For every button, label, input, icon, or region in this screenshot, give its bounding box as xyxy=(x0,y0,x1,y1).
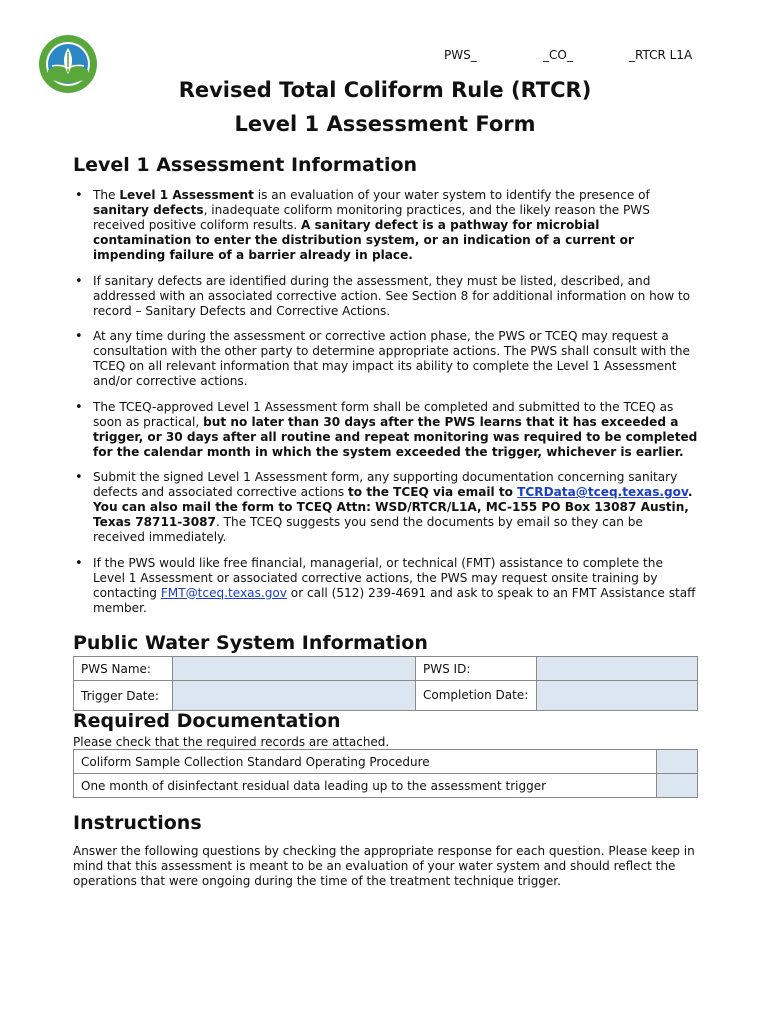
page-title: Revised Total Coliform Rule (RTCR) xyxy=(178,78,592,102)
pws-code: PWS_ xyxy=(444,48,477,62)
trigger-date-label: Trigger Date: xyxy=(74,681,173,711)
co-code: _CO_ xyxy=(543,48,573,62)
list-item: • Submit the signed Level 1 Assessment form, any supporting documentation concerning sanitary defects and associated corrective actions to the TCEQ via email to TCRData@tceq.texas.gov. You can also mail the form to TCEQ Attn: WSD/RTCR/L1A, MC-155 PO Box 13087 Austin, Texas 78711-3087. The TCEQ suggests you send the documents by email so they can be received immediately. xyxy=(73,470,698,545)
pws-info-table xyxy=(73,656,698,711)
rtcr-code: _RTCR L1A xyxy=(629,48,693,62)
required-doc-checkbox[interactable] xyxy=(657,750,698,774)
section-heading-instructions: Instructions xyxy=(73,812,202,834)
pws-id-field[interactable] xyxy=(537,657,698,681)
list-item: • If the PWS would like free financial, managerial, or technical (FMT) assistance to complete the Level 1 Assessment or associated corrective actions, the PWS may request onsite training by contacting FMT@tceq.texas.gov or call (512) 239-4691 and ask to speak to an FMT Assistance staff member. xyxy=(73,556,698,616)
required-docs-table xyxy=(73,749,698,798)
pws-name-field[interactable] xyxy=(173,657,416,681)
completion-date-label: Completion Date: xyxy=(416,681,537,711)
list-item: • If sanitary defects are identified during the assessment, they must be listed, described, and addressed with an associated corrective action. See Section 8 for additional information on how to record – Sanitary Defects and Corrective Actions. xyxy=(73,274,698,319)
tcrdata-email-link[interactable]: TCRData@tceq.texas.gov xyxy=(517,485,688,499)
section-heading-required-docs: Required Documentation xyxy=(73,710,341,732)
page-subtitle: Level 1 Assessment Form xyxy=(234,112,536,136)
required-doc-label: One month of disinfectant residual data leading up to the assessment trigger xyxy=(74,774,657,798)
list-item: • The TCEQ-approved Level 1 Assessment form shall be completed and submitted to the TCEQ as soon as practical, but no later than 30 days after the PWS learns that it has exceeded a trigger, or 30 days after all routine and repeat monitoring was required to be completed for the calendar month in which the system exceeded the trigger, whichever is earlier. xyxy=(73,400,698,460)
pws-name-label: PWS Name: xyxy=(74,657,173,681)
list-item: • The Level 1 Assessment is an evaluation of your water system to identify the presence of sanitary defects, inadequate coliform monitoring practices, and the likely reason the PWS received positive coliform results. A sanitary defect is a pathway for microbial contamination to enter the distribution system, or an indication of a current or impending failure of a barrier already in place. xyxy=(73,188,698,263)
required-docs-note: Please check that the required records are attached. xyxy=(73,735,390,749)
trigger-date-field[interactable] xyxy=(173,681,416,711)
pws-id-label: PWS ID: xyxy=(416,657,537,681)
completion-date-field[interactable] xyxy=(537,681,698,711)
section-heading-pws-info: Public Water System Information xyxy=(73,632,428,654)
list-item: • At any time during the assessment or corrective action phase, the PWS or TCEQ may request a consultation with the other party to determine appropriate actions. The PWS shall consult with the TCEQ on all relevant information that may impact its ability to complete the Level 1 Assessment and/or corrective actions. xyxy=(73,329,698,389)
assessment-info-list xyxy=(73,188,698,626)
fmt-email-link[interactable]: FMT@tceq.texas.gov xyxy=(160,585,287,600)
section-heading-assessment-info: Level 1 Assessment Information xyxy=(73,154,418,176)
required-doc-checkbox[interactable] xyxy=(657,774,698,798)
instructions-text: Answer the following questions by checking the appropriate response for each question. Please keep in mind that this assessment is meant to be an evaluation of your water system and should reflect the operations that were ongoing during the time of the treatment technique trigger. xyxy=(73,844,695,888)
required-doc-label: Coliform Sample Collection Standard Operating Procedure xyxy=(74,750,657,774)
